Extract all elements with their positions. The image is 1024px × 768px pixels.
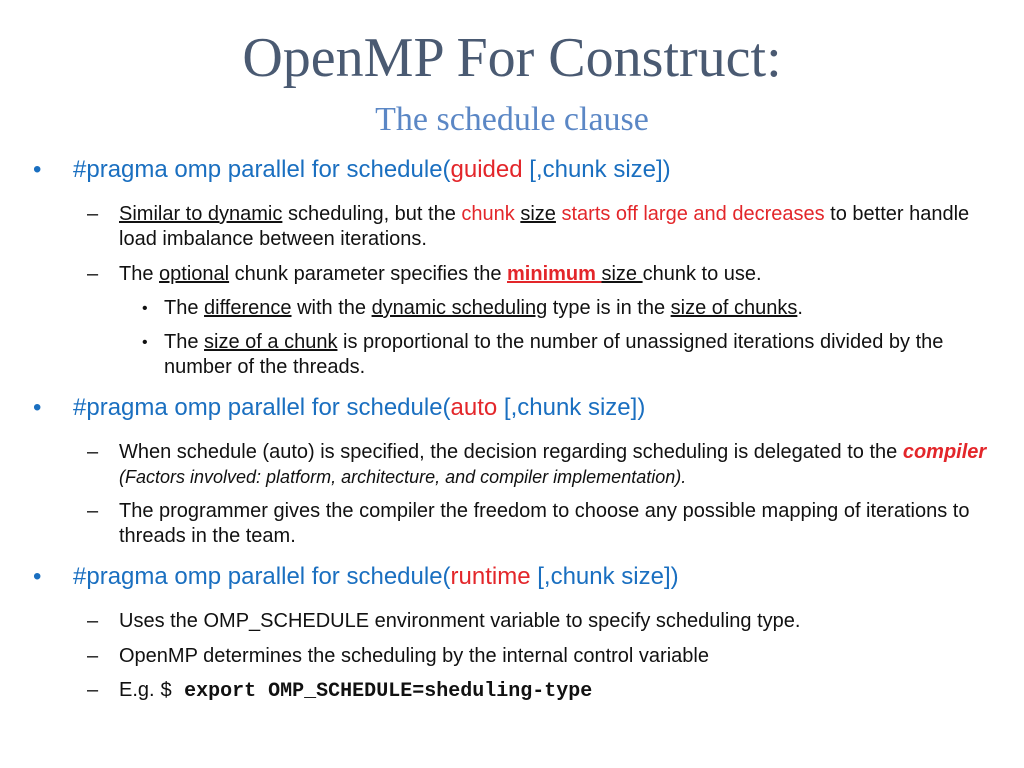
- bullet-dot-icon: •: [33, 563, 42, 590]
- code-snippet: export OMP_SCHEDULE=sheduling-type: [184, 680, 593, 703]
- dash-icon: –: [87, 263, 99, 285]
- keyword-auto: auto: [450, 394, 498, 421]
- runtime-item-1: – Uses the OMP_SCHEDULE environment variable to specify scheduling type.: [87, 610, 801, 632]
- keyword-compiler: compiler: [902, 441, 987, 463]
- bullet-dot-icon: •: [33, 156, 42, 183]
- slide-title: OpenMP For Construct:: [242, 27, 782, 89]
- guided-item-2: – The optional chunk parameter specifies the minimum size chunk to use.: [87, 263, 762, 285]
- small-bullet-icon: •: [142, 334, 148, 351]
- slide-subtitle: The schedule clause: [375, 101, 649, 138]
- keyword-guided: guided: [450, 156, 523, 183]
- bullet-guided: • #pragma omp parallel for schedule(guided [,chunk size]): [33, 156, 671, 183]
- guided-item-1: – Similar to dynamic scheduling, but the chunk size starts off large and decreases to better handle load imbalance between iterations.: [87, 203, 970, 250]
- guided-subitem-2: • The size of a chunk is proportional to the number of unassigned iterations divided by the number of the threads.: [142, 331, 944, 378]
- dash-icon: –: [87, 610, 99, 632]
- auto-item-1: – When schedule (auto) is specified, the decision regarding scheduling is delegated to the compiler (Factors involved: platform, architecture, and compiler implementation).: [87, 441, 987, 487]
- small-bullet-icon: •: [142, 300, 148, 317]
- bullet-dot-icon: •: [33, 394, 42, 421]
- dash-icon: –: [87, 441, 99, 463]
- runtime-item-3: – E.g. $ export OMP_SCHEDULE=sheduling-type: [87, 679, 593, 703]
- bullet-runtime: • #pragma omp parallel for schedule(runtime [,chunk size]): [33, 563, 679, 590]
- runtime-item-2: – OpenMP determines the scheduling by the internal control variable: [87, 645, 709, 667]
- dash-icon: –: [87, 500, 99, 522]
- keyword-minimum: minimum: [507, 263, 602, 285]
- keyword-runtime: runtime: [450, 563, 531, 590]
- dash-icon: –: [87, 645, 99, 667]
- auto-item-2: – The programmer gives the compiler the freedom to choose any possible mapping of iterations to threads in the team.: [87, 500, 970, 547]
- dash-icon: –: [87, 203, 99, 225]
- bullet-auto: • #pragma omp parallel for schedule(auto [,chunk size]): [33, 394, 646, 421]
- dash-icon: –: [87, 679, 99, 701]
- guided-subitem-1: • The difference with the dynamic scheduling type is in the size of chunks.: [142, 297, 803, 319]
